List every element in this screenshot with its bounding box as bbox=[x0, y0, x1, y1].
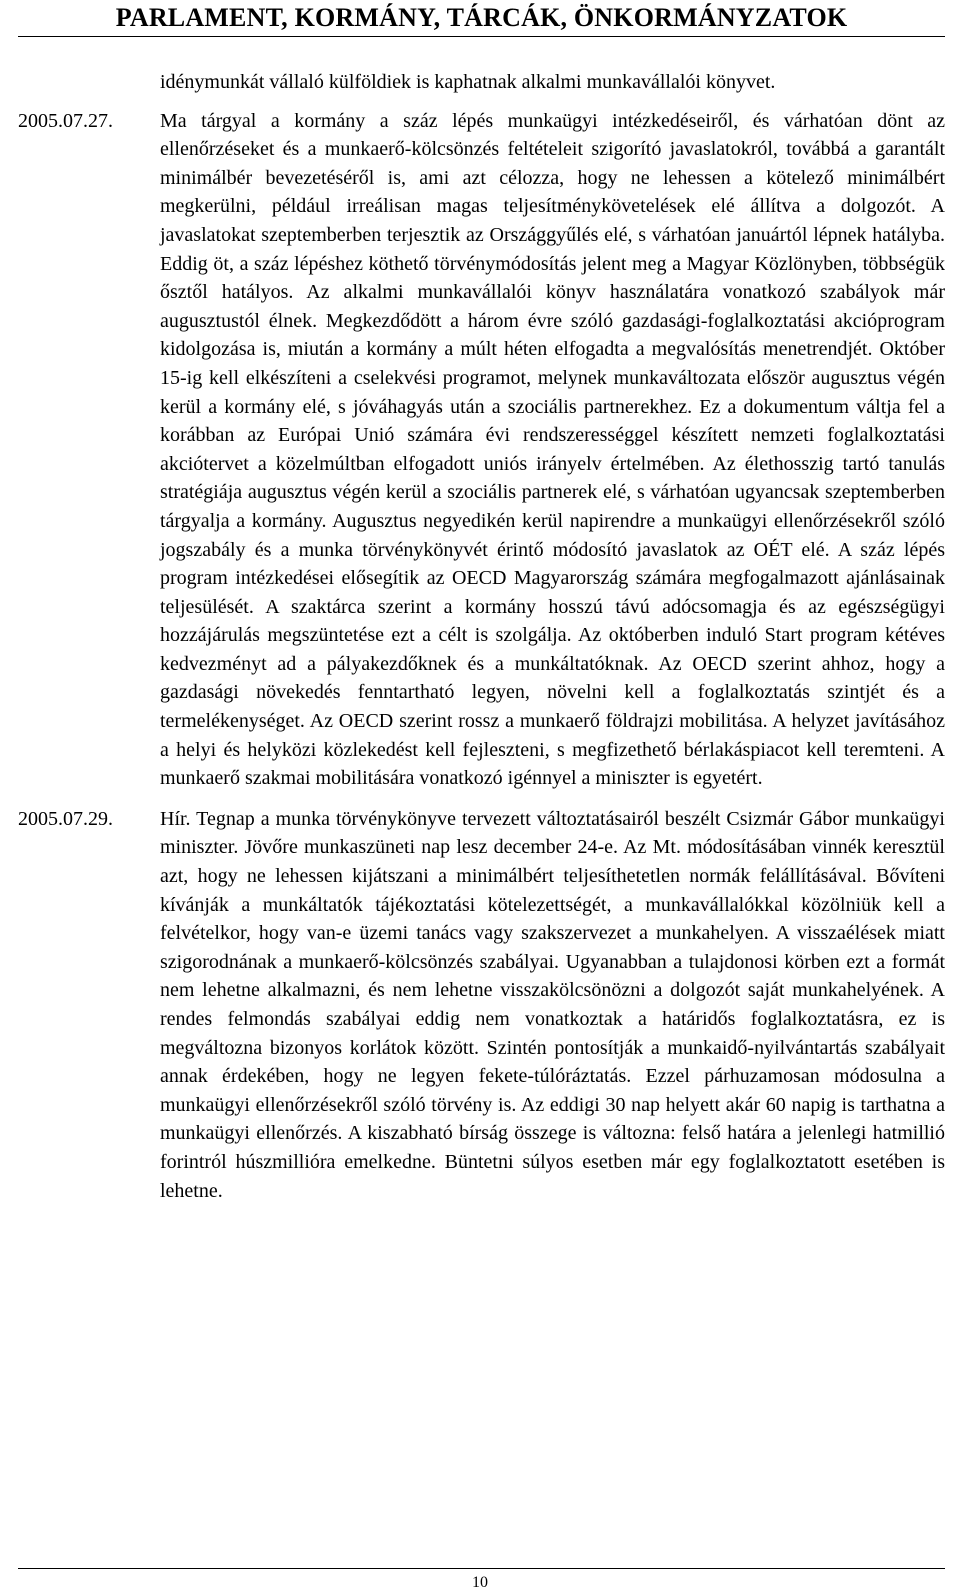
header-divider bbox=[18, 36, 945, 37]
entry-date: 2005.07.27. bbox=[18, 109, 113, 132]
entry-text: Hír. Tegnap a munka törvénykönyve tervezett változtatásairól beszélt Csizmár Gábor munkaügyi miniszter. Jövőre munkaszüneti nap lesz december 24-e. Az Mt. módosításában vinnék keresztül azt, hogy ne lehessen kijátszani a minimálbért teljesíthetetlen normák felállításával. Bővíteni kívánják a munkáltatók tájékoztatási kötelezettségét, a munkavállalókkal közölniük kell a felvételkor, hogy van-e üzemi tanács vagy szakszervezet a munkahelyen. A visszaélések miatt szigorodnának a munkaerő-kölcsönzés szabályai. Ugyanabban a tulajdonosi körben ezt a formát nem lehetne alkalmazni, és nem lehetne visszakölcsönözni a dolgozót saját munkahelyének. A rendes felmondás szabályai eddig nem vonatkoztak a határidős foglalkoztatásra, ez is megváltozna bizonyos korlátok között. Szintén pontosítják a munkaidő-nyilvántartás szabályait annak érdekében, hogy ne legyen fekete-túlóráztatás. Ezzel párhuzamosan módosulna a munkaügyi ellenőrzésekről szóló törvény is. Az eddigi 30 nap helyett akár 60 napig is tarthatna a munkaügyi ellenőrzés. A kiszabható bírság összege is változna: felső határa a jelenlegi hatmillió forintról húszmillióra emelkedne. Büntetni súlyos esetben már egy foglalkoztatott esetében is lehetne. bbox=[160, 807, 945, 1202]
entry-text: Ma tárgyal a kormány a száz lépés munkaügyi intézkedéseiről, és várhatóan dönt az ellenőrzéseket és a munkaerő-kölcsönzés feltételeit szigorító javaslatokról, továbbá a garantált minimálbér bevezetéséről is, ami azt célozza, hogy ne lehessen a kötelező minimálbért megkerülni, például irreálisan magas teljesítménykövetelések elé állítva a dolgozót. A javaslatokat szeptemberben terjesztik az Országgyűlés elé, s várhatóan januártól lépnek hatályba. Eddig öt, a száz lépéshez köthető törvénymódosítás jelent meg a Magyar Közlönyben, többségük ősztől hatályos. Az alkalmi munkavállalói könyv használatára vonatkozó szabályok már augusztustól élnek. Megkezdődött a három évre szóló gazdasági-foglalkoztatási akcióprogram kidolgozása is, miután a kormány a múlt héten elfogadta a megvalósítás menetrendjét. Október 15-ig kell elkészíteni a cselekvési programot, melynek munkaváltozata először augusztus végén kerül a kormány elé, s jóváhagyás után a szociális partnerekhez. Ez a dokumentum váltja fel a korábban az Európai Unió számára évi rendszerességgel készített nemzeti foglalkoztatási akciótervet a közelmúltban elfogadott uniós irányelv értelmében. Az élethosszig tartó tanulás stratégiája augusztus végén kerül a szociális partnerek elé, s várhatóan ugyancsak szeptemberben tárgyalja a kormány. Augusztus negyedikén kerül napirendre a munkaügyi ellenőrzésekről szóló jogszabály és a munka törvénykönyvét érintő módosító javaslatok az OÉT elé. A száz lépés program intézkedései elősegítik az OECD Magyarország számára megfogalmazott ajánlásainak teljesülését. A szaktárca szerint a kormány hosszú távú adócsomagja és az egészségügyi hozzájárulás megszüntetése ezt a célt is szolgálja. Az októberben induló Start program kétéves kedvezményt ad a pályakezdőknek és a munkáltatóknak. Az OECD szerint ahhoz, hogy a gazdasági növekedés fenntartható legyen, növelni kell a foglalkoztatás szintjét és a termelékenységet. Az OECD szerint rossz a munkaerő földrajzi mobilitása. A helyzet javításához a helyi és helyközi közlekedést kell fejleszteni, s megfizethető bérlakáspiacot kell teremteni. A munkaerő szakmai mobilitására vonatkozó igénnyel a miniszter is egyetért. bbox=[160, 109, 945, 790]
document-body bbox=[18, 68, 945, 1205]
chronology-entry bbox=[18, 107, 945, 793]
page-number: 10 bbox=[472, 1574, 488, 1591]
continued-paragraph: idénymunkát vállaló külföldiek is kaphatnak alkalmi munkavállalói könyvet. bbox=[160, 71, 776, 93]
entry-date: 2005.07.29. bbox=[18, 807, 113, 830]
footer-divider bbox=[18, 1568, 945, 1569]
running-header: PARLAMENT, KORMÁNY, TÁRCÁK, ÖNKORMÁNYZATOK bbox=[115, 3, 848, 32]
chronology-entry bbox=[18, 805, 945, 1205]
